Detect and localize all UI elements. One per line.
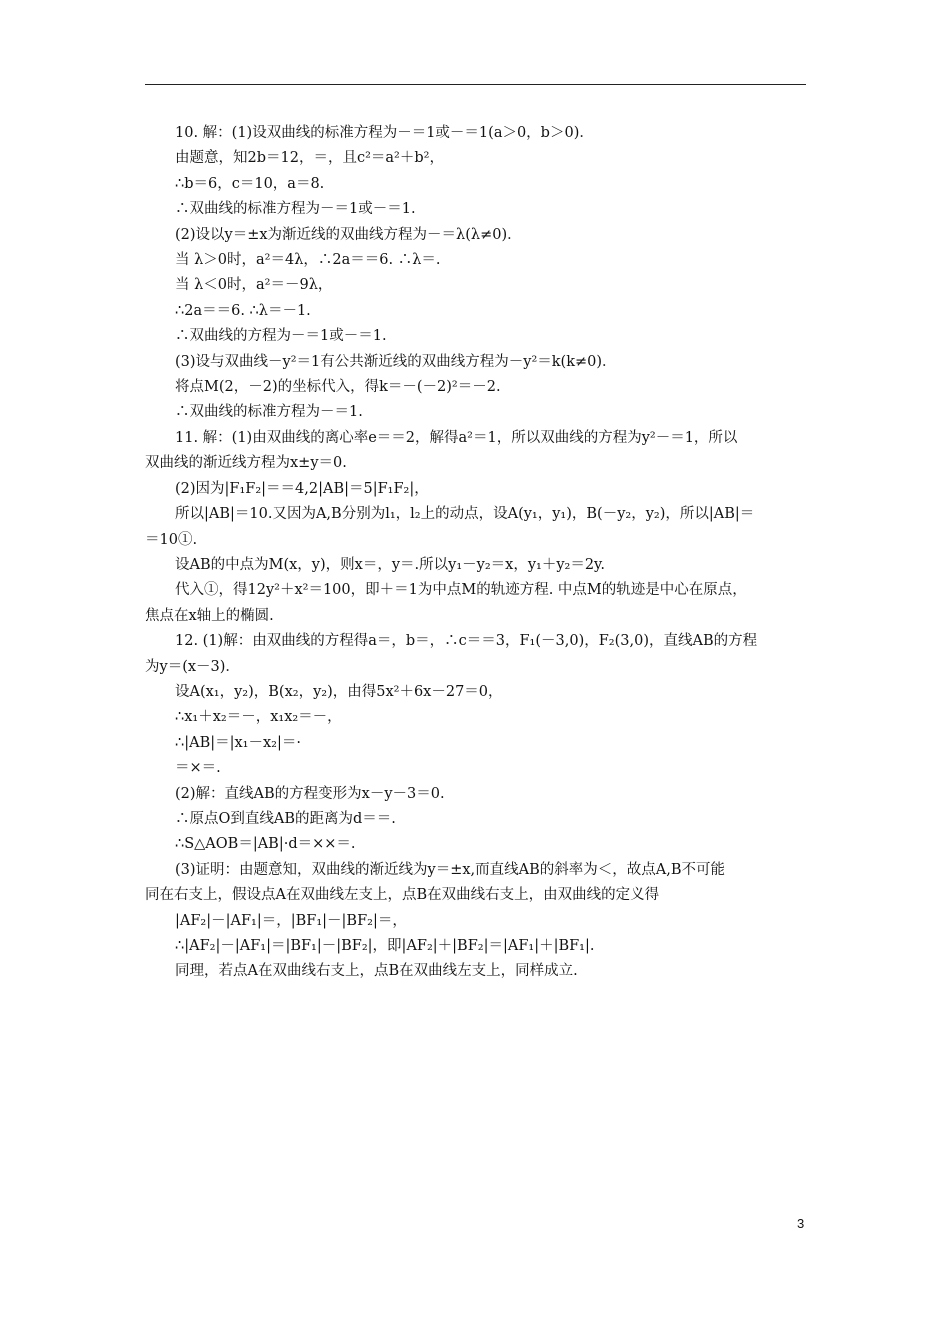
- text-line: ∴S△AOB＝|AB|·d＝××＝.: [175, 836, 356, 853]
- text-line: ∴b＝6，c＝10，a＝8.: [175, 175, 325, 192]
- text-line: 当 λ＜0时，a²＝－9λ，: [175, 277, 333, 294]
- text-line: 将点M(2，－2)的坐标代入，得k＝－(－2)²＝－2.: [175, 379, 501, 396]
- text-line: 设A(x₁，y₂)，B(x₂，y₂)，由得5x²＋6x－27＝0，: [175, 683, 503, 700]
- text-line: 11. 解：(1)由双曲线的离心率e＝＝2，解得a²＝1，所以双曲线的方程为y²－＝1，所以: [175, 429, 738, 446]
- text-line: ∴x₁＋x₂＝－，x₁x₂＝－，: [175, 709, 342, 726]
- text-line: ∴2a＝＝6. ∴λ＝－1.: [175, 302, 311, 319]
- text-line: 同在右支上，假设点A在双曲线左支上，点B在双曲线右支上，由双曲线的定义得: [145, 887, 660, 904]
- header-rule: [145, 84, 806, 85]
- text-line: ∴双曲线的标准方程为－＝1.: [175, 404, 363, 421]
- text-line: 当 λ＞0时，a²＝4λ，∴2a＝＝6. ∴λ＝.: [175, 252, 441, 269]
- text-line: (3)设与双曲线－y²＝1有公共渐近线的双曲线方程为－y²＝k(k≠0)．: [175, 353, 617, 370]
- text-line: 焦点在x轴上的椭圆.: [145, 607, 274, 624]
- text-line: ∴双曲线的标准方程为－＝1或－＝1.: [175, 201, 416, 218]
- text-line: ∴|AB|＝|x₁－x₂|＝·: [175, 734, 301, 751]
- text-line: ＝×＝.: [175, 760, 221, 777]
- text-line: (2)设以y＝±x为渐近线的双曲线方程为－＝λ(λ≠0)．: [175, 226, 522, 243]
- text-line: 由题意，知2b＝12，＝，且c²＝a²＋b²，: [175, 150, 444, 167]
- text-line: ∴|AF₂|－|AF₁|＝|BF₁|－|BF₂|，即|AF₂|＋|BF₂|＝|AF₁|＋|BF₁|.: [175, 938, 595, 954]
- text-line: ＝10①.: [145, 531, 198, 548]
- text-line: (2)因为|F₁F₂|＝＝4,2|AB|＝5|F₁F₂|，: [175, 480, 429, 497]
- text-line: |AF₂|－|AF₁|＝，|BF₁|－|BF₂|＝，: [175, 912, 407, 929]
- solution-text: [145, 121, 815, 985]
- text-line: 同理，若点A在双曲线右支上，点B在双曲线左支上，同样成立.: [175, 963, 578, 980]
- text-line: 为y＝(x－3)．: [145, 658, 240, 675]
- text-line: 10. 解：(1)设双曲线的标准方程为－＝1或－＝1(a＞0，b＞0)．: [175, 125, 594, 141]
- text-line: 设AB的中点为M(x，y)，则x＝，y＝.所以y₁－y₂＝x，y₁＋y₂＝2y.: [175, 556, 605, 573]
- text-line: ∴原点O到直线AB的距离为d＝＝.: [175, 810, 396, 827]
- text-line: 代入①，得12y²＋x²＝100，即＋＝1为中点M的轨迹方程. 中点M的轨迹是中心在原点，: [175, 582, 747, 599]
- text-line: (3)证明：由题意知，双曲线的渐近线为y＝±x,而直线AB的斜率为＜，故点A,B不可能: [175, 861, 726, 878]
- text-line: 所以|AB|＝10.又因为A,B分别为l₁，l₂上的动点，设A(y₁，y₁)，B(－y₂，y₂)，所以|AB|＝: [175, 506, 755, 523]
- text-line: 12. (1)解：由双曲线的方程得a＝，b＝，∴c＝＝3，F₁(－3,0)，F₂(3,0)，直线AB的方程: [175, 633, 758, 650]
- text-line: ∴双曲线的方程为－＝1或－＝1.: [175, 328, 387, 345]
- text-line: 双曲线的渐近线方程为x±y＝0.: [145, 455, 347, 472]
- page-number: 3: [797, 1216, 805, 1231]
- text-line: (2)解：直线AB的方程变形为x－y－3＝0.: [175, 785, 445, 802]
